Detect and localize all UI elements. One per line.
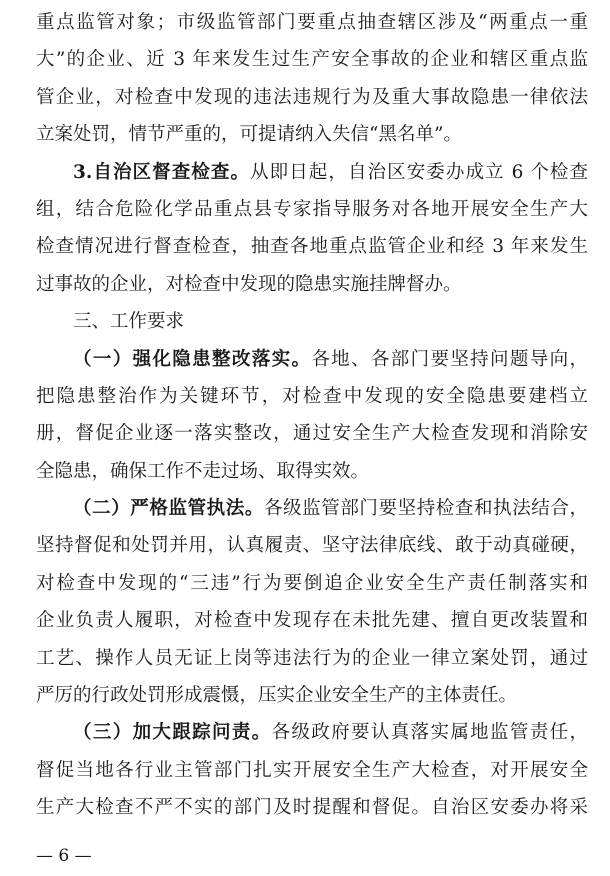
paragraph-5-line-2: 督促当地各行业主管部门扎实开展安全生产大检查，对开展安全 xyxy=(36,759,588,781)
paragraph-2-line-4: 过事故的企业，对检查中发现的隐患实施挂牌督办。 xyxy=(36,273,462,295)
paragraph-5-lead: （三）加大跟踪问责。 xyxy=(73,722,272,744)
paragraph-2-line-3: 检查情况进行督查检查，抽查各地重点监管企业和经 3 年来发生 xyxy=(36,236,588,258)
paragraph-1-line-3: 管企业，对检查中发现的违法违规行为及重大事故隐患一律依法 xyxy=(36,86,588,108)
paragraph-2-line-2: 组，结合危险化学品重点县专家指导服务对各地开展安全生产大 xyxy=(36,198,588,220)
paragraph-3-line-1 xyxy=(36,341,588,378)
paragraph-2-lead: 3.自治区督查检查。 xyxy=(73,161,251,183)
paragraph-5-line-3: 生产大检查不严不实的部门及时提醒和督促。自治区安委办将采 xyxy=(36,797,588,819)
paragraph-3-line-4: 全隐患，确保工作不走过场、取得实效。 xyxy=(36,460,370,482)
paragraph-4-line-3: 对检查中发现的“三违”行为要倒追企业安全生产责任制落实和 xyxy=(36,572,588,594)
paragraph-3-line-2: 把隐患整治作为关键环节，对检查中发现的安全隐患要建档立 xyxy=(36,385,588,407)
paragraph-1-line-1: 重点监管对象；市级监管部门要重点抽查辖区涉及“两重点一重 xyxy=(36,12,588,33)
paragraph-3-line-3: 册，督促企业逐一落实整改，通过安全生产大检查发现和消除安 xyxy=(36,423,588,445)
paragraph-3-lead: （一）强化隐患整改落实。 xyxy=(73,348,312,370)
document-body xyxy=(36,4,588,827)
paragraph-1-line-2: 大”的企业、近 3 年来发生过生产安全事故的企业和辖区重点监 xyxy=(36,49,588,71)
paragraph-3-line-1-rest: 各地、各部门要坚持问题导向， xyxy=(311,348,588,370)
paragraph-4-line-1-rest: 各级监管部门要坚持检查和执法结合， xyxy=(263,498,588,520)
page-number: — 6 — xyxy=(36,846,92,866)
paragraph-4-line-2: 坚持督促和处罚并用，认真履责、坚守法律底线、敢于动真碰硬， xyxy=(36,535,588,557)
paragraph-4-lead: （二）严格监管执法。 xyxy=(73,498,264,520)
paragraph-4-line-1 xyxy=(36,490,588,527)
paragraph-2-line-1 xyxy=(36,154,588,191)
paragraph-2-line-1-rest: 从即日起，自治区安委办成立 6 个检查 xyxy=(250,161,588,183)
paragraph-4-line-6: 严厉的行政处罚形成震慑，压实企业安全生产的主体责任。 xyxy=(36,685,518,707)
paragraph-5-line-1-rest: 各级政府要认真落实属地监管责任， xyxy=(271,722,588,744)
paragraph-5-line-1 xyxy=(36,714,588,751)
paragraph-4-line-4: 企业负责人履职，对检查中发现存在未批先建、擅自更改装置和 xyxy=(36,610,588,632)
section-heading: 三、工作要求 xyxy=(73,311,185,333)
paragraph-4-line-5: 工艺、操作人员无证上岗等违法行为的企业一律立案处罚，通过 xyxy=(36,647,588,669)
paragraph-1-line-4: 立案处罚，情节严重的，可提请纳入失信“黑名单”。 xyxy=(36,124,462,146)
